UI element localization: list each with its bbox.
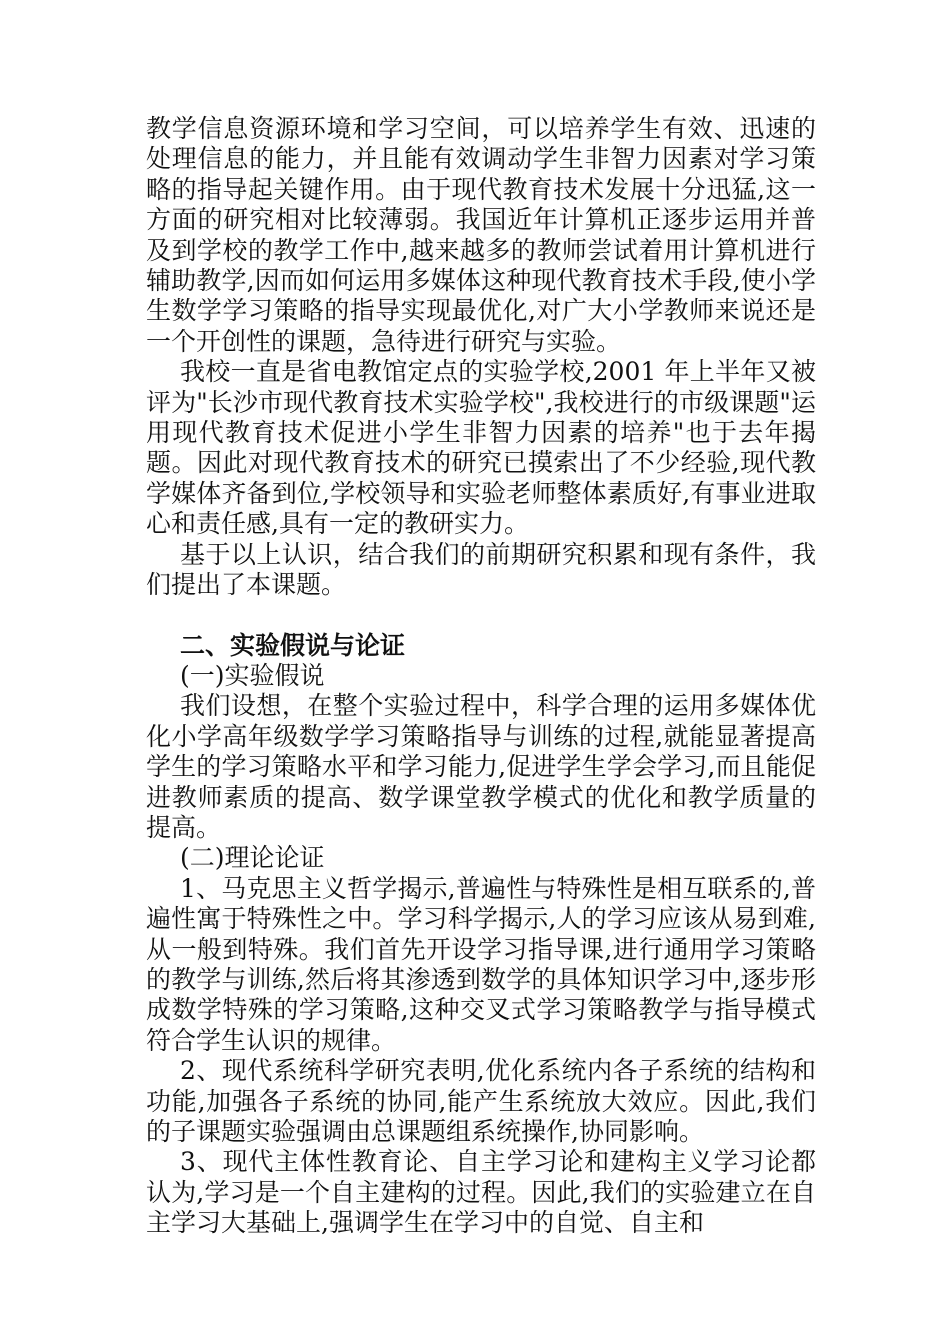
theory-point-3: 3、现代主体性教育论、自主学习论和建构主义学习论都认为,学习是一个自主建构的过程。因此,我们的实验建立在自主学习大基础上,强调学生在学习中的自觉、自主和 [146, 1147, 816, 1238]
subsection-title-hypothesis: (一)实验假说 [180, 660, 325, 690]
theory-point-1: 1、马克思主义哲学揭示,普遍性与特殊性是相互联系的,普遍性寓于特殊性之中。学习科学揭示,人的学习应该从易到难,从一般到特殊。我们首先开设学习指导课,进行通用学习策略的教学与训练,然后将其渗透到数学的具体知识学习中,逐步形成数学特殊的学习策略,这种交叉式学习策略教学与指导模式符合学生认识的规律。 [146, 873, 816, 1055]
subsection-title-theory: (二)理论论证 [180, 843, 325, 873]
document-body [146, 114, 816, 1239]
section-heading: 二、实验假说与论证 [180, 630, 406, 660]
intro-paragraph-1: 教学信息资源环境和学习空间，可以培养学生有效、迅速的处理信息的能力，并且能有效调动学生非智力因素对学习策略的指导起关键作用。由于现代教育技术发展十分迅猛,这一方面的研究相对比较薄弱。我国近年计算机正逐步运用并普及到学校的教学工作中,越来越多的教师尝试着用计算机进行辅助教学,因而如何运用多媒体这种现代教育技术手段,使小学生数学学习策略的指导实现最优化,对广大小学教师来说还是一个开创性的课题，急待进行研究与实验。 [146, 114, 816, 356]
intro-paragraph-2: 我校一直是省电教馆定点的实验学校,2001 年上半年又被评为"长沙市现代教育技术实验学校",我校进行的市级课题"运用现代教育技术促进小学生非智力因素的培养"也于去年揭题。因此对现代教育技术的研究已摸索出了不少经验,现代教学媒体齐备到位,学校领导和实验老师整体素质好,有事业进取心和责任感,具有一定的教研实力。 [146, 357, 816, 539]
intro-paragraph-3: 基于以上认识，结合我们的前期研究积累和现有条件，我们提出了本课题。 [146, 539, 816, 600]
hypothesis-paragraph: 我们设想，在整个实验过程中，科学合理的运用多媒体优化小学高年级数学学习策略指导与训练的过程,就能显著提高学生的学习策略水平和学习能力,促进学生学会学习,而且能促进教师素质的提高、数学课堂教学模式的优化和教学质量的提高。 [146, 691, 816, 842]
section-spacer [146, 601, 816, 631]
theory-point-2: 2、现代系统科学研究表明,优化系统内各子系统的结构和功能,加强各子系统的协同,能产生系统放大效应。因此,我们的子课题实验强调由总课题组系统操作,协同影响。 [146, 1056, 816, 1146]
